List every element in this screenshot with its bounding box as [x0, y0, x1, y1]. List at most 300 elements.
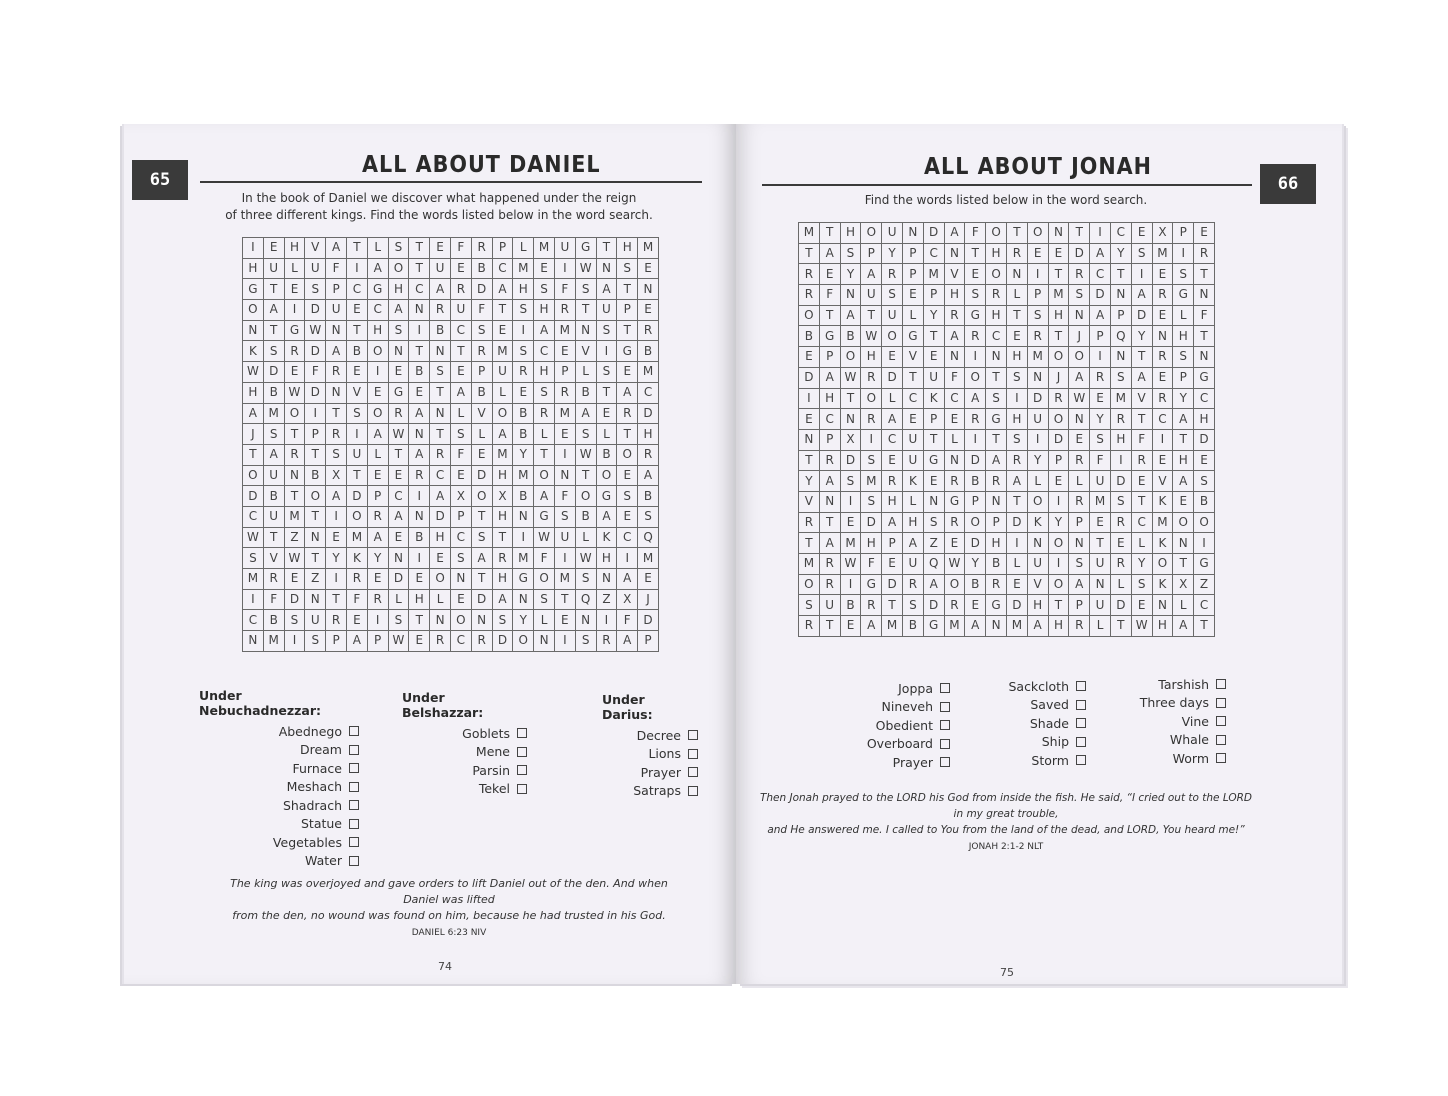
- word-list-item: [846, 753, 950, 772]
- checkbox-icon[interactable]: [1076, 737, 1086, 747]
- grid-letter: D: [965, 533, 986, 554]
- grid-letter: O: [1048, 347, 1069, 368]
- checkbox-icon[interactable]: [349, 856, 359, 866]
- grid-letter: E: [284, 279, 305, 300]
- grid-letter: C: [1152, 409, 1173, 430]
- word-label: Prayer: [892, 754, 933, 770]
- grid-letter: T: [1006, 491, 1027, 512]
- grid-letter: P: [471, 362, 492, 383]
- grid-letter: T: [1110, 616, 1131, 637]
- grid-letter: D: [638, 403, 659, 424]
- grid-letter: I: [840, 574, 861, 595]
- grid-letter: R: [944, 471, 965, 492]
- grid-letter: H: [882, 491, 903, 512]
- grid-letter: R: [1006, 450, 1027, 471]
- grid-letter: D: [284, 589, 305, 610]
- checkbox-icon[interactable]: [517, 747, 527, 757]
- grid-letter: N: [596, 258, 617, 279]
- grid-letter: S: [596, 362, 617, 383]
- grid-letter: P: [326, 279, 347, 300]
- grid-letter: H: [388, 279, 409, 300]
- grid-letter: T: [263, 527, 284, 548]
- grid-letter: C: [1131, 512, 1152, 533]
- grid-letter: R: [986, 471, 1007, 492]
- grid-letter: N: [243, 320, 264, 341]
- checkbox-icon[interactable]: [349, 800, 359, 810]
- grid-letter: E: [1152, 450, 1173, 471]
- grid-letter: V: [575, 341, 596, 362]
- grid-letter: N: [840, 409, 861, 430]
- grid-row: [799, 574, 1215, 595]
- grid-letter: D: [1006, 512, 1027, 533]
- grid-letter: U: [305, 258, 326, 279]
- grid-letter: P: [965, 491, 986, 512]
- grid-letter: E: [534, 258, 555, 279]
- checkbox-icon[interactable]: [1076, 718, 1086, 728]
- grid-letter: C: [243, 610, 264, 631]
- grid-letter: I: [1027, 429, 1048, 450]
- word-list-item: [199, 796, 359, 815]
- grid-letter: T: [450, 341, 471, 362]
- grid-letter: S: [1006, 429, 1027, 450]
- checkbox-icon[interactable]: [1076, 681, 1086, 691]
- grid-row: [799, 409, 1215, 430]
- checkbox-icon[interactable]: [1216, 698, 1226, 708]
- grid-letter: A: [367, 258, 388, 279]
- grid-letter: C: [1090, 264, 1111, 285]
- grid-letter: A: [450, 382, 471, 403]
- grid-letter: O: [450, 610, 471, 631]
- grid-letter: N: [1110, 347, 1131, 368]
- grid-letter: N: [596, 569, 617, 590]
- word-group-darius: [602, 692, 698, 800]
- word-label: Nineveh: [881, 699, 933, 715]
- grid-letter: U: [923, 367, 944, 388]
- grid-letter: O: [861, 388, 882, 409]
- grid-letter: F: [554, 279, 575, 300]
- grid-letter: R: [1048, 388, 1069, 409]
- grid-letter: U: [326, 300, 347, 321]
- grid-letter: G: [965, 305, 986, 326]
- grid-letter: M: [554, 320, 575, 341]
- grid-letter: B: [513, 424, 534, 445]
- word-list-item: [199, 741, 359, 760]
- grid-letter: P: [882, 533, 903, 554]
- grid-letter: O: [243, 465, 264, 486]
- grid-letter: T: [305, 506, 326, 527]
- scripture-verse: [756, 790, 1256, 855]
- checkbox-icon[interactable]: [1216, 753, 1226, 763]
- grid-letter: L: [388, 589, 409, 610]
- grid-letter: D: [1131, 305, 1152, 326]
- word-list-item: [602, 763, 698, 782]
- grid-letter: T: [326, 589, 347, 610]
- word-list-item: [1116, 675, 1226, 694]
- grid-letter: T: [409, 258, 430, 279]
- checkbox-icon[interactable]: [517, 765, 527, 775]
- grid-letter: H: [1006, 409, 1027, 430]
- grid-letter: D: [1027, 388, 1048, 409]
- grid-letter: R: [902, 574, 923, 595]
- checkbox-icon[interactable]: [688, 730, 698, 740]
- grid-letter: C: [638, 382, 659, 403]
- grid-letter: N: [1027, 533, 1048, 554]
- grid-letter: T: [1173, 554, 1194, 575]
- grid-letter: L: [471, 424, 492, 445]
- page-tab-left: [132, 160, 188, 200]
- grid-letter: I: [1048, 554, 1069, 575]
- checkbox-icon[interactable]: [688, 786, 698, 796]
- grid-letter: E: [388, 527, 409, 548]
- word-list-item: [602, 726, 698, 745]
- grid-letter: H: [944, 285, 965, 306]
- grid-letter: A: [596, 506, 617, 527]
- grid-letter: Y: [1090, 409, 1111, 430]
- grid-letter: I: [409, 486, 430, 507]
- checkbox-icon[interactable]: [1216, 716, 1226, 726]
- checkbox-icon[interactable]: [1076, 700, 1086, 710]
- verse-line: Then Jonah prayed to the LORD his God from inside the fish. He said, “I cried out to the LORD in my great trouble,: [759, 792, 1253, 820]
- grid-letter: L: [1006, 554, 1027, 575]
- word-label: Statue: [300, 816, 342, 832]
- grid-letter: T: [1194, 264, 1215, 285]
- grid-row: [799, 347, 1215, 368]
- grid-letter: A: [638, 465, 659, 486]
- grid-letter: B: [471, 382, 492, 403]
- grid-letter: M: [1006, 616, 1027, 637]
- grid-letter: H: [513, 279, 534, 300]
- grid-letter: T: [263, 320, 284, 341]
- grid-letter: A: [1173, 409, 1194, 430]
- tab-number: 66: [1277, 174, 1299, 194]
- grid-letter: R: [471, 238, 492, 259]
- grid-letter: E: [944, 409, 965, 430]
- grid-letter: N: [1152, 595, 1173, 616]
- grid-letter: V: [1152, 471, 1173, 492]
- grid-letter: F: [944, 367, 965, 388]
- grid-letter: T: [882, 595, 903, 616]
- grid-letter: Z: [923, 533, 944, 554]
- grid-letter: U: [1027, 554, 1048, 575]
- checkbox-icon[interactable]: [349, 837, 359, 847]
- checkbox-icon[interactable]: [349, 726, 359, 736]
- grid-letter: D: [840, 450, 861, 471]
- grid-letter: M: [263, 631, 284, 652]
- grid-letter: A: [367, 424, 388, 445]
- grid-letter: M: [1048, 285, 1069, 306]
- grid-letter: R: [1152, 285, 1173, 306]
- grid-row: [799, 429, 1215, 450]
- grid-letter: O: [388, 258, 409, 279]
- grid-letter: V: [471, 403, 492, 424]
- grid-letter: E: [1152, 367, 1173, 388]
- grid-letter: R: [326, 610, 347, 631]
- word-label: Shadrach: [282, 797, 342, 813]
- grid-letter: G: [1194, 554, 1215, 575]
- grid-letter: I: [326, 506, 347, 527]
- grid-letter: A: [882, 512, 903, 533]
- grid-letter: M: [346, 527, 367, 548]
- grid-letter: P: [1173, 223, 1194, 244]
- grid-letter: R: [638, 320, 659, 341]
- word-list-item: [986, 751, 1086, 770]
- word-list-item: [402, 761, 527, 780]
- grid-letter: N: [944, 347, 965, 368]
- grid-letter: T: [902, 367, 923, 388]
- checkbox-icon[interactable]: [940, 683, 950, 693]
- grid-letter: I: [617, 548, 638, 569]
- grid-letter: F: [965, 223, 986, 244]
- grid-letter: G: [861, 574, 882, 595]
- checkbox-icon[interactable]: [349, 782, 359, 792]
- grid-letter: D: [1110, 595, 1131, 616]
- grid-letter: S: [1069, 285, 1090, 306]
- grid-letter: W: [388, 631, 409, 652]
- checkbox-icon[interactable]: [688, 767, 698, 777]
- grid-letter: P: [554, 362, 575, 383]
- grid-letter: L: [944, 429, 965, 450]
- grid-letter: E: [902, 285, 923, 306]
- grid-letter: S: [513, 341, 534, 362]
- grid-row: [243, 320, 659, 341]
- grid-letter: L: [1027, 471, 1048, 492]
- grid-letter: D: [305, 341, 326, 362]
- grid-letter: N: [1069, 305, 1090, 326]
- grid-letter: E: [965, 595, 986, 616]
- grid-letter: U: [263, 506, 284, 527]
- grid-row: [243, 569, 659, 590]
- grid-letter: E: [882, 347, 903, 368]
- grid-letter: R: [965, 409, 986, 430]
- grid-row: [799, 367, 1215, 388]
- checkbox-icon[interactable]: [940, 720, 950, 730]
- grid-letter: O: [1027, 223, 1048, 244]
- grid-letter: A: [243, 403, 264, 424]
- grid-letter: T: [819, 616, 840, 637]
- grid-letter: T: [430, 424, 451, 445]
- word-label: Three days: [1139, 695, 1209, 711]
- grid-letter: S: [923, 512, 944, 533]
- grid-letter: B: [430, 320, 451, 341]
- grid-letter: S: [263, 424, 284, 445]
- grid-letter: T: [799, 243, 820, 264]
- grid-letter: I: [965, 429, 986, 450]
- title-rule: [200, 181, 702, 183]
- grid-letter: A: [902, 533, 923, 554]
- grid-letter: I: [243, 238, 264, 259]
- word-list-item: [986, 677, 1086, 696]
- checkbox-icon[interactable]: [349, 763, 359, 773]
- checkbox-icon[interactable]: [688, 749, 698, 759]
- grid-letter: F: [534, 548, 555, 569]
- grid-letter: N: [638, 279, 659, 300]
- grid-row: [799, 450, 1215, 471]
- grid-letter: I: [799, 388, 820, 409]
- word-search-grid: [242, 237, 659, 652]
- grid-letter: B: [263, 486, 284, 507]
- grid-letter: B: [305, 465, 326, 486]
- grid-letter: N: [450, 569, 471, 590]
- grid-letter: T: [388, 444, 409, 465]
- verse-reference: DANIEL 6:23 NIV: [411, 928, 487, 938]
- grid-letter: T: [305, 548, 326, 569]
- grid-letter: F: [450, 444, 471, 465]
- grid-letter: R: [1194, 243, 1215, 264]
- grid-letter: G: [923, 616, 944, 637]
- grid-letter: T: [492, 527, 513, 548]
- grid-letter: T: [799, 450, 820, 471]
- grid-letter: M: [638, 238, 659, 259]
- grid-row: [799, 285, 1215, 306]
- grid-letter: A: [596, 279, 617, 300]
- grid-letter: P: [1048, 450, 1069, 471]
- grid-letter: J: [638, 589, 659, 610]
- grid-letter: T: [596, 382, 617, 403]
- grid-letter: X: [492, 486, 513, 507]
- grid-letter: I: [367, 610, 388, 631]
- grid-letter: I: [596, 610, 617, 631]
- grid-letter: T: [554, 589, 575, 610]
- checkbox-icon[interactable]: [349, 819, 359, 829]
- checkbox-icon[interactable]: [517, 784, 527, 794]
- grid-letter: M: [513, 258, 534, 279]
- grid-letter: W: [388, 424, 409, 445]
- grid-letter: T: [492, 300, 513, 321]
- grid-letter: A: [471, 548, 492, 569]
- grid-letter: L: [367, 444, 388, 465]
- grid-letter: Q: [1110, 326, 1131, 347]
- grid-letter: R: [430, 444, 451, 465]
- grid-letter: E: [944, 533, 965, 554]
- grid-letter: B: [346, 341, 367, 362]
- grid-letter: L: [1006, 285, 1027, 306]
- grid-letter: R: [986, 285, 1007, 306]
- grid-letter: N: [534, 631, 555, 652]
- grid-letter: E: [1090, 512, 1111, 533]
- grid-letter: F: [861, 554, 882, 575]
- grid-letter: L: [1173, 305, 1194, 326]
- word-label: Ship: [1041, 734, 1069, 750]
- grid-letter: K: [1027, 512, 1048, 533]
- grid-letter: T: [1048, 326, 1069, 347]
- grid-letter: D: [965, 450, 986, 471]
- grid-letter: N: [388, 548, 409, 569]
- grid-letter: O: [534, 569, 555, 590]
- grid-letter: T: [1069, 223, 1090, 244]
- grid-letter: W: [575, 548, 596, 569]
- grid-letter: C: [944, 388, 965, 409]
- grid-letter: H: [1048, 305, 1069, 326]
- checkbox-icon[interactable]: [1076, 755, 1086, 765]
- grid-letter: B: [1194, 491, 1215, 512]
- grid-letter: I: [409, 320, 430, 341]
- grid-letter: A: [575, 403, 596, 424]
- grid-letter: L: [513, 238, 534, 259]
- checkbox-icon[interactable]: [349, 745, 359, 755]
- grid-row: [243, 238, 659, 259]
- grid-letter: N: [305, 589, 326, 610]
- grid-letter: P: [819, 429, 840, 450]
- grid-letter: B: [638, 341, 659, 362]
- grid-letter: G: [284, 320, 305, 341]
- grid-letter: I: [554, 631, 575, 652]
- grid-letter: X: [1173, 574, 1194, 595]
- grid-letter: D: [923, 595, 944, 616]
- grid-letter: S: [430, 362, 451, 383]
- grid-letter: E: [617, 465, 638, 486]
- grid-letter: G: [617, 341, 638, 362]
- grid-letter: N: [430, 610, 451, 631]
- checkbox-icon[interactable]: [940, 702, 950, 712]
- grid-letter: S: [305, 279, 326, 300]
- checkbox-icon[interactable]: [1216, 679, 1226, 689]
- grid-letter: T: [1006, 223, 1027, 244]
- grid-letter: P: [305, 424, 326, 445]
- grid-letter: A: [1027, 616, 1048, 637]
- grid-letter: A: [388, 506, 409, 527]
- grid-letter: R: [263, 569, 284, 590]
- grid-letter: H: [243, 382, 264, 403]
- grid-letter: N: [305, 527, 326, 548]
- checkbox-icon[interactable]: [517, 728, 527, 738]
- grid-letter: E: [882, 554, 903, 575]
- grid-letter: H: [596, 548, 617, 569]
- grid-letter: C: [819, 409, 840, 430]
- grid-letter: K: [1152, 574, 1173, 595]
- checkbox-icon[interactable]: [940, 739, 950, 749]
- grid-letter: T: [346, 320, 367, 341]
- grid-letter: I: [1194, 533, 1215, 554]
- grid-letter: Y: [965, 554, 986, 575]
- intro-line: Find the words listed below in the word search.: [864, 193, 1148, 207]
- grid-letter: H: [617, 238, 638, 259]
- grid-letter: W: [944, 554, 965, 575]
- grid-letter: I: [243, 589, 264, 610]
- grid-letter: E: [450, 589, 471, 610]
- grid-letter: N: [1069, 533, 1090, 554]
- checkbox-icon[interactable]: [1216, 735, 1226, 745]
- grid-letter: T: [617, 279, 638, 300]
- grid-letter: T: [346, 465, 367, 486]
- grid-letter: C: [986, 326, 1007, 347]
- word-label: Storm: [1031, 752, 1069, 768]
- grid-letter: W: [840, 554, 861, 575]
- page-title: ALL ABOUT JONAH: [924, 154, 1152, 180]
- tab-number: 65: [149, 170, 171, 190]
- grid-letter: R: [284, 341, 305, 362]
- grid-letter: H: [1152, 616, 1173, 637]
- grid-letter: X: [1152, 223, 1173, 244]
- grid-letter: O: [596, 465, 617, 486]
- grid-letter: G: [575, 238, 596, 259]
- grid-letter: V: [902, 347, 923, 368]
- grid-letter: C: [1194, 595, 1215, 616]
- grid-letter: C: [430, 465, 451, 486]
- grid-letter: U: [554, 527, 575, 548]
- page-number: 74: [438, 960, 452, 973]
- checkbox-icon[interactable]: [940, 757, 950, 767]
- grid-letter: A: [409, 403, 430, 424]
- grid-letter: O: [367, 403, 388, 424]
- grid-letter: E: [1152, 264, 1173, 285]
- grid-letter: A: [326, 238, 347, 259]
- grid-row: [799, 554, 1215, 575]
- grid-letter: R: [861, 367, 882, 388]
- grid-letter: I: [513, 527, 534, 548]
- grid-letter: N: [1194, 347, 1215, 368]
- grid-letter: S: [1090, 429, 1111, 450]
- grid-letter: B: [840, 326, 861, 347]
